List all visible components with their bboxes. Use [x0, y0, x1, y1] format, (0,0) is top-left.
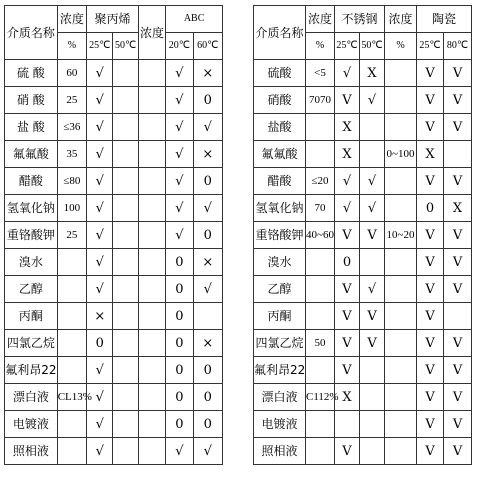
- resistance-rating-cell: X: [335, 114, 360, 141]
- table-row: [254, 249, 472, 276]
- concentration-cell: 10~20: [385, 222, 417, 249]
- resistance-rating-cell: V: [444, 222, 472, 249]
- concentration-cell: 40~60: [306, 222, 335, 249]
- resistance-rating-cell: V: [444, 330, 472, 357]
- header-temp-50: 50℃: [113, 33, 138, 60]
- concentration-cell: 35: [57, 141, 86, 168]
- resistance-rating-cell: V: [360, 330, 385, 357]
- table-row: [5, 60, 223, 87]
- resistance-rating-cell: V: [417, 222, 444, 249]
- resistance-rating-cell: V: [444, 249, 472, 276]
- table-row: [5, 114, 223, 141]
- resistance-rating-cell: 0: [166, 303, 193, 330]
- concentration-cell: 7070: [306, 87, 335, 114]
- resistance-rating-cell: V: [444, 357, 472, 384]
- table-row: [5, 357, 223, 384]
- header-medium-name: 介质名称: [254, 6, 306, 60]
- resistance-rating-cell: [113, 303, 138, 330]
- header-abc: ABC: [166, 6, 223, 33]
- medium-name-cell: 硝 酸: [5, 87, 58, 114]
- concentration-cell: [138, 222, 165, 249]
- resistance-rating-cell: [113, 141, 138, 168]
- medium-name-cell: 溴水: [5, 249, 58, 276]
- medium-name-cell: 重铬酸钾: [254, 222, 306, 249]
- resistance-rating-cell: 0: [193, 222, 222, 249]
- resistance-rating-cell: V: [417, 87, 444, 114]
- resistance-rating-cell: 0: [193, 384, 222, 411]
- table-row: [5, 141, 223, 168]
- concentration-cell: [385, 357, 417, 384]
- header-percent-unit: %: [306, 33, 335, 60]
- resistance-rating-cell: [113, 438, 138, 465]
- concentration-cell: [385, 249, 417, 276]
- resistance-rating-cell: 0: [193, 87, 222, 114]
- resistance-rating-cell: 0: [193, 411, 222, 438]
- concentration-cell: ≤20: [306, 168, 335, 195]
- resistance-rating-cell: [360, 357, 385, 384]
- resistance-rating-cell: √: [360, 87, 385, 114]
- resistance-rating-cell: V: [417, 60, 444, 87]
- resistance-rating-cell: V: [444, 411, 472, 438]
- resistance-rating-cell: √: [87, 168, 113, 195]
- medium-name-cell: 乙醇: [5, 276, 58, 303]
- resistance-rating-cell: 0: [335, 249, 360, 276]
- resistance-rating-cell: √: [87, 357, 113, 384]
- resistance-rating-cell: V: [444, 114, 472, 141]
- resistance-rating-cell: [360, 411, 385, 438]
- concentration-cell: [57, 249, 86, 276]
- header-percent-unit: %: [57, 33, 86, 60]
- header-temp-80: 80℃: [444, 33, 472, 60]
- medium-name-cell: 氢氧化钠: [254, 195, 306, 222]
- concentration-cell: ≤36: [57, 114, 86, 141]
- table-row: [254, 384, 472, 411]
- resistance-rating-cell: [113, 411, 138, 438]
- resistance-rating-cell: [360, 249, 385, 276]
- header-temp-25-ceramic: 25℃: [417, 33, 444, 60]
- concentration-cell: 100: [57, 195, 86, 222]
- concentration-cell: [138, 411, 165, 438]
- concentration-cell: [385, 195, 417, 222]
- concentration-cell: [385, 330, 417, 357]
- resistance-rating-cell: √: [87, 249, 113, 276]
- table-row: [5, 168, 223, 195]
- resistance-rating-cell: V: [444, 168, 472, 195]
- resistance-rating-cell: X: [335, 384, 360, 411]
- table-row: [254, 168, 472, 195]
- resistance-rating-cell: 0: [417, 195, 444, 222]
- medium-name-cell: 硫酸: [254, 60, 306, 87]
- resistance-rating-cell: V: [444, 87, 472, 114]
- resistance-rating-cell: √: [166, 114, 193, 141]
- concentration-cell: [306, 411, 335, 438]
- resistance-rating-cell: √: [166, 195, 193, 222]
- resistance-rating-cell: √: [87, 60, 113, 87]
- resistance-rating-cell: √: [193, 114, 222, 141]
- table-row: [254, 222, 472, 249]
- table-row: [254, 114, 472, 141]
- concentration-cell: [138, 60, 165, 87]
- header-ceramic: 陶瓷: [417, 6, 472, 33]
- table-row: [254, 195, 472, 222]
- resistance-rating-cell: V: [360, 303, 385, 330]
- resistance-rating-cell: ×: [193, 60, 222, 87]
- medium-name-cell: 漂白液: [254, 384, 306, 411]
- resistance-rating-cell: [113, 222, 138, 249]
- resistance-rating-cell: [193, 303, 222, 330]
- concentration-cell: 25: [57, 87, 86, 114]
- table-row: [254, 276, 472, 303]
- concentration-cell: 0~100: [385, 141, 417, 168]
- resistance-rating-cell: √: [360, 276, 385, 303]
- concentration-cell: [57, 438, 86, 465]
- header-temp-60: 60℃: [193, 33, 222, 60]
- resistance-rating-cell: √: [166, 438, 193, 465]
- header-percent-unit-2: %: [385, 33, 417, 60]
- concentration-cell: [385, 114, 417, 141]
- resistance-rating-cell: √: [166, 141, 193, 168]
- resistance-rating-cell: 0: [87, 330, 113, 357]
- resistance-rating-cell: √: [335, 60, 360, 87]
- resistance-rating-cell: 0: [166, 330, 193, 357]
- table-row: [254, 87, 472, 114]
- concentration-cell: [306, 114, 335, 141]
- resistance-rating-cell: V: [417, 384, 444, 411]
- resistance-rating-cell: [113, 330, 138, 357]
- resistance-rating-cell: 0: [166, 411, 193, 438]
- resistance-rating-cell: ×: [193, 330, 222, 357]
- resistance-rating-cell: √: [87, 438, 113, 465]
- resistance-rating-cell: √: [166, 222, 193, 249]
- resistance-rating-cell: V: [417, 330, 444, 357]
- table-row: [5, 303, 223, 330]
- resistance-rating-cell: V: [444, 438, 472, 465]
- concentration-cell: [385, 168, 417, 195]
- resistance-rating-cell: √: [87, 276, 113, 303]
- table-row: [5, 276, 223, 303]
- resistance-rating-cell: √: [87, 141, 113, 168]
- medium-name-cell: 重铬酸钾: [5, 222, 58, 249]
- resistance-rating-cell: [360, 384, 385, 411]
- medium-name-cell: 氟利昂22: [254, 357, 306, 384]
- resistance-rating-cell: √: [193, 438, 222, 465]
- resistance-rating-cell: V: [444, 276, 472, 303]
- medium-name-cell: 照相液: [254, 438, 306, 465]
- concentration-cell: [138, 114, 165, 141]
- resistance-rating-cell: V: [335, 438, 360, 465]
- resistance-rating-cell: [113, 60, 138, 87]
- medium-name-cell: 四氯乙烷: [254, 330, 306, 357]
- concentration-cell: 50: [306, 330, 335, 357]
- medium-name-cell: 盐酸: [254, 114, 306, 141]
- table-row: [5, 411, 223, 438]
- resistance-rating-cell: √: [87, 87, 113, 114]
- table-row: [254, 303, 472, 330]
- table-row: [254, 141, 472, 168]
- concentration-cell: C112%: [306, 384, 335, 411]
- resistance-rating-cell: V: [417, 357, 444, 384]
- resistance-rating-cell: √: [166, 60, 193, 87]
- resistance-rating-cell: V: [444, 60, 472, 87]
- table-row: [254, 330, 472, 357]
- resistance-rating-cell: [113, 357, 138, 384]
- medium-name-cell: 氟氟酸: [254, 141, 306, 168]
- concentration-cell: [385, 276, 417, 303]
- medium-name-cell: 氢氧化钠: [5, 195, 58, 222]
- header-concentration: 浓度: [306, 6, 335, 33]
- concentration-cell: [385, 411, 417, 438]
- concentration-cell: [385, 303, 417, 330]
- concentration-cell: [138, 438, 165, 465]
- resistance-rating-cell: V: [335, 357, 360, 384]
- resistance-rating-cell: [335, 411, 360, 438]
- table-row: [5, 438, 223, 465]
- resistance-rating-cell: [444, 303, 472, 330]
- concentration-cell: [385, 384, 417, 411]
- resistance-rating-cell: √: [87, 411, 113, 438]
- concentration-cell: <5: [306, 60, 335, 87]
- concentration-cell: [385, 60, 417, 87]
- resistance-rating-cell: [360, 141, 385, 168]
- resistance-rating-cell: [113, 195, 138, 222]
- resistance-rating-cell: √: [87, 195, 113, 222]
- resistance-rating-cell: [113, 87, 138, 114]
- concentration-cell: [306, 357, 335, 384]
- concentration-cell: [57, 303, 86, 330]
- medium-name-cell: 乙醇: [254, 276, 306, 303]
- resistance-rating-cell: 0: [166, 249, 193, 276]
- medium-name-cell: 醋酸: [5, 168, 58, 195]
- header-temp-20: 20℃: [166, 33, 193, 60]
- resistance-rating-cell: √: [193, 195, 222, 222]
- concentration-cell: [138, 87, 165, 114]
- resistance-rating-cell: V: [444, 384, 472, 411]
- concentration-cell: 70: [306, 195, 335, 222]
- header-medium-name: 介质名称: [5, 6, 58, 60]
- resistance-rating-cell: V: [417, 168, 444, 195]
- resistance-rating-cell: X: [417, 141, 444, 168]
- resistance-rating-cell: [113, 168, 138, 195]
- medium-name-cell: 电镀液: [5, 411, 58, 438]
- resistance-rating-cell: V: [417, 303, 444, 330]
- resistance-rating-cell: V: [417, 438, 444, 465]
- header-temp-25: 25℃: [87, 33, 113, 60]
- concentration-cell: [306, 438, 335, 465]
- concentration-cell: ≤80: [57, 168, 86, 195]
- resistance-rating-cell: √: [360, 168, 385, 195]
- resistance-rating-cell: √: [166, 87, 193, 114]
- concentration-cell: [306, 276, 335, 303]
- concentration-cell: [306, 249, 335, 276]
- concentration-cell: [138, 384, 165, 411]
- header-temp-25: 25℃: [335, 33, 360, 60]
- resistance-rating-cell: V: [335, 330, 360, 357]
- concentration-cell: [57, 411, 86, 438]
- resistance-rating-cell: 0: [193, 168, 222, 195]
- concentration-cell: [138, 168, 165, 195]
- resistance-rating-cell: X: [360, 60, 385, 87]
- concentration-cell: 60: [57, 60, 86, 87]
- resistance-rating-cell: ×: [87, 303, 113, 330]
- table-row: [5, 330, 223, 357]
- medium-name-cell: 溴水: [254, 249, 306, 276]
- table-row: [5, 87, 223, 114]
- medium-name-cell: 醋酸: [254, 168, 306, 195]
- header-temp-50: 50℃: [360, 33, 385, 60]
- medium-name-cell: 氟利昂22: [5, 357, 58, 384]
- medium-name-cell: 盐 酸: [5, 114, 58, 141]
- resistance-rating-cell: V: [335, 222, 360, 249]
- plastics-resistance-table: [4, 5, 223, 465]
- table-row: [5, 195, 223, 222]
- resistance-rating-cell: X: [444, 195, 472, 222]
- table-row: [254, 438, 472, 465]
- medium-name-cell: 电镀液: [254, 411, 306, 438]
- resistance-rating-cell: [113, 114, 138, 141]
- medium-name-cell: 丙酮: [5, 303, 58, 330]
- concentration-cell: [306, 141, 335, 168]
- resistance-rating-cell: ×: [193, 141, 222, 168]
- resistance-rating-cell: 0: [166, 357, 193, 384]
- table-row: [5, 222, 223, 249]
- resistance-rating-cell: √: [193, 276, 222, 303]
- resistance-rating-cell: 0: [166, 276, 193, 303]
- header-stainless-steel: 不锈钢: [335, 6, 385, 33]
- medium-name-cell: 氟氟酸: [5, 141, 58, 168]
- concentration-cell: [385, 438, 417, 465]
- resistance-rating-cell: V: [335, 303, 360, 330]
- concentration-cell: [57, 276, 86, 303]
- table-row: [5, 249, 223, 276]
- concentration-cell: [138, 195, 165, 222]
- medium-name-cell: 硝酸: [254, 87, 306, 114]
- resistance-rating-cell: [113, 384, 138, 411]
- concentration-cell: 25: [57, 222, 86, 249]
- medium-name-cell: 照相液: [5, 438, 58, 465]
- resistance-rating-cell: V: [417, 276, 444, 303]
- medium-name-cell: 丙酮: [254, 303, 306, 330]
- resistance-rating-cell: V: [335, 276, 360, 303]
- header-concentration: 浓度: [57, 6, 86, 33]
- resistance-rating-cell: V: [417, 249, 444, 276]
- resistance-rating-cell: √: [87, 384, 113, 411]
- concentration-cell: [138, 330, 165, 357]
- concentration-cell: [138, 249, 165, 276]
- resistance-rating-cell: V: [360, 222, 385, 249]
- table-row: [254, 357, 472, 384]
- concentration-cell: CL13%: [57, 384, 86, 411]
- resistance-rating-cell: [113, 249, 138, 276]
- concentration-cell: [57, 357, 86, 384]
- resistance-rating-cell: [360, 114, 385, 141]
- resistance-rating-cell: [360, 438, 385, 465]
- resistance-rating-cell: √: [335, 195, 360, 222]
- header-concentration-2: 浓度: [138, 6, 165, 60]
- resistance-rating-cell: V: [335, 87, 360, 114]
- resistance-rating-cell: [113, 276, 138, 303]
- concentration-cell: [385, 87, 417, 114]
- resistance-rating-cell: 0: [193, 357, 222, 384]
- concentration-cell: [138, 303, 165, 330]
- concentration-cell: [57, 330, 86, 357]
- resistance-rating-cell: √: [360, 195, 385, 222]
- concentration-cell: [138, 141, 165, 168]
- resistance-rating-cell: ×: [193, 249, 222, 276]
- table-row: [254, 60, 472, 87]
- concentration-cell: [138, 357, 165, 384]
- header-polypropylene: 聚丙烯: [87, 6, 139, 33]
- resistance-rating-cell: 0: [166, 384, 193, 411]
- concentration-cell: [138, 276, 165, 303]
- metal-ceramic-resistance-table: [253, 5, 472, 465]
- resistance-rating-cell: √: [335, 168, 360, 195]
- resistance-rating-cell: [444, 141, 472, 168]
- resistance-rating-cell: √: [87, 222, 113, 249]
- resistance-rating-cell: √: [87, 114, 113, 141]
- concentration-cell: [306, 303, 335, 330]
- table-row: [5, 384, 223, 411]
- medium-name-cell: 四氯乙烷: [5, 330, 58, 357]
- resistance-rating-cell: V: [417, 114, 444, 141]
- medium-name-cell: 硫 酸: [5, 60, 58, 87]
- resistance-rating-cell: X: [335, 141, 360, 168]
- header-concentration-2: 浓度: [385, 6, 417, 33]
- resistance-rating-cell: √: [166, 168, 193, 195]
- table-row: [254, 411, 472, 438]
- medium-name-cell: 漂白液: [5, 384, 58, 411]
- resistance-rating-cell: V: [417, 411, 444, 438]
